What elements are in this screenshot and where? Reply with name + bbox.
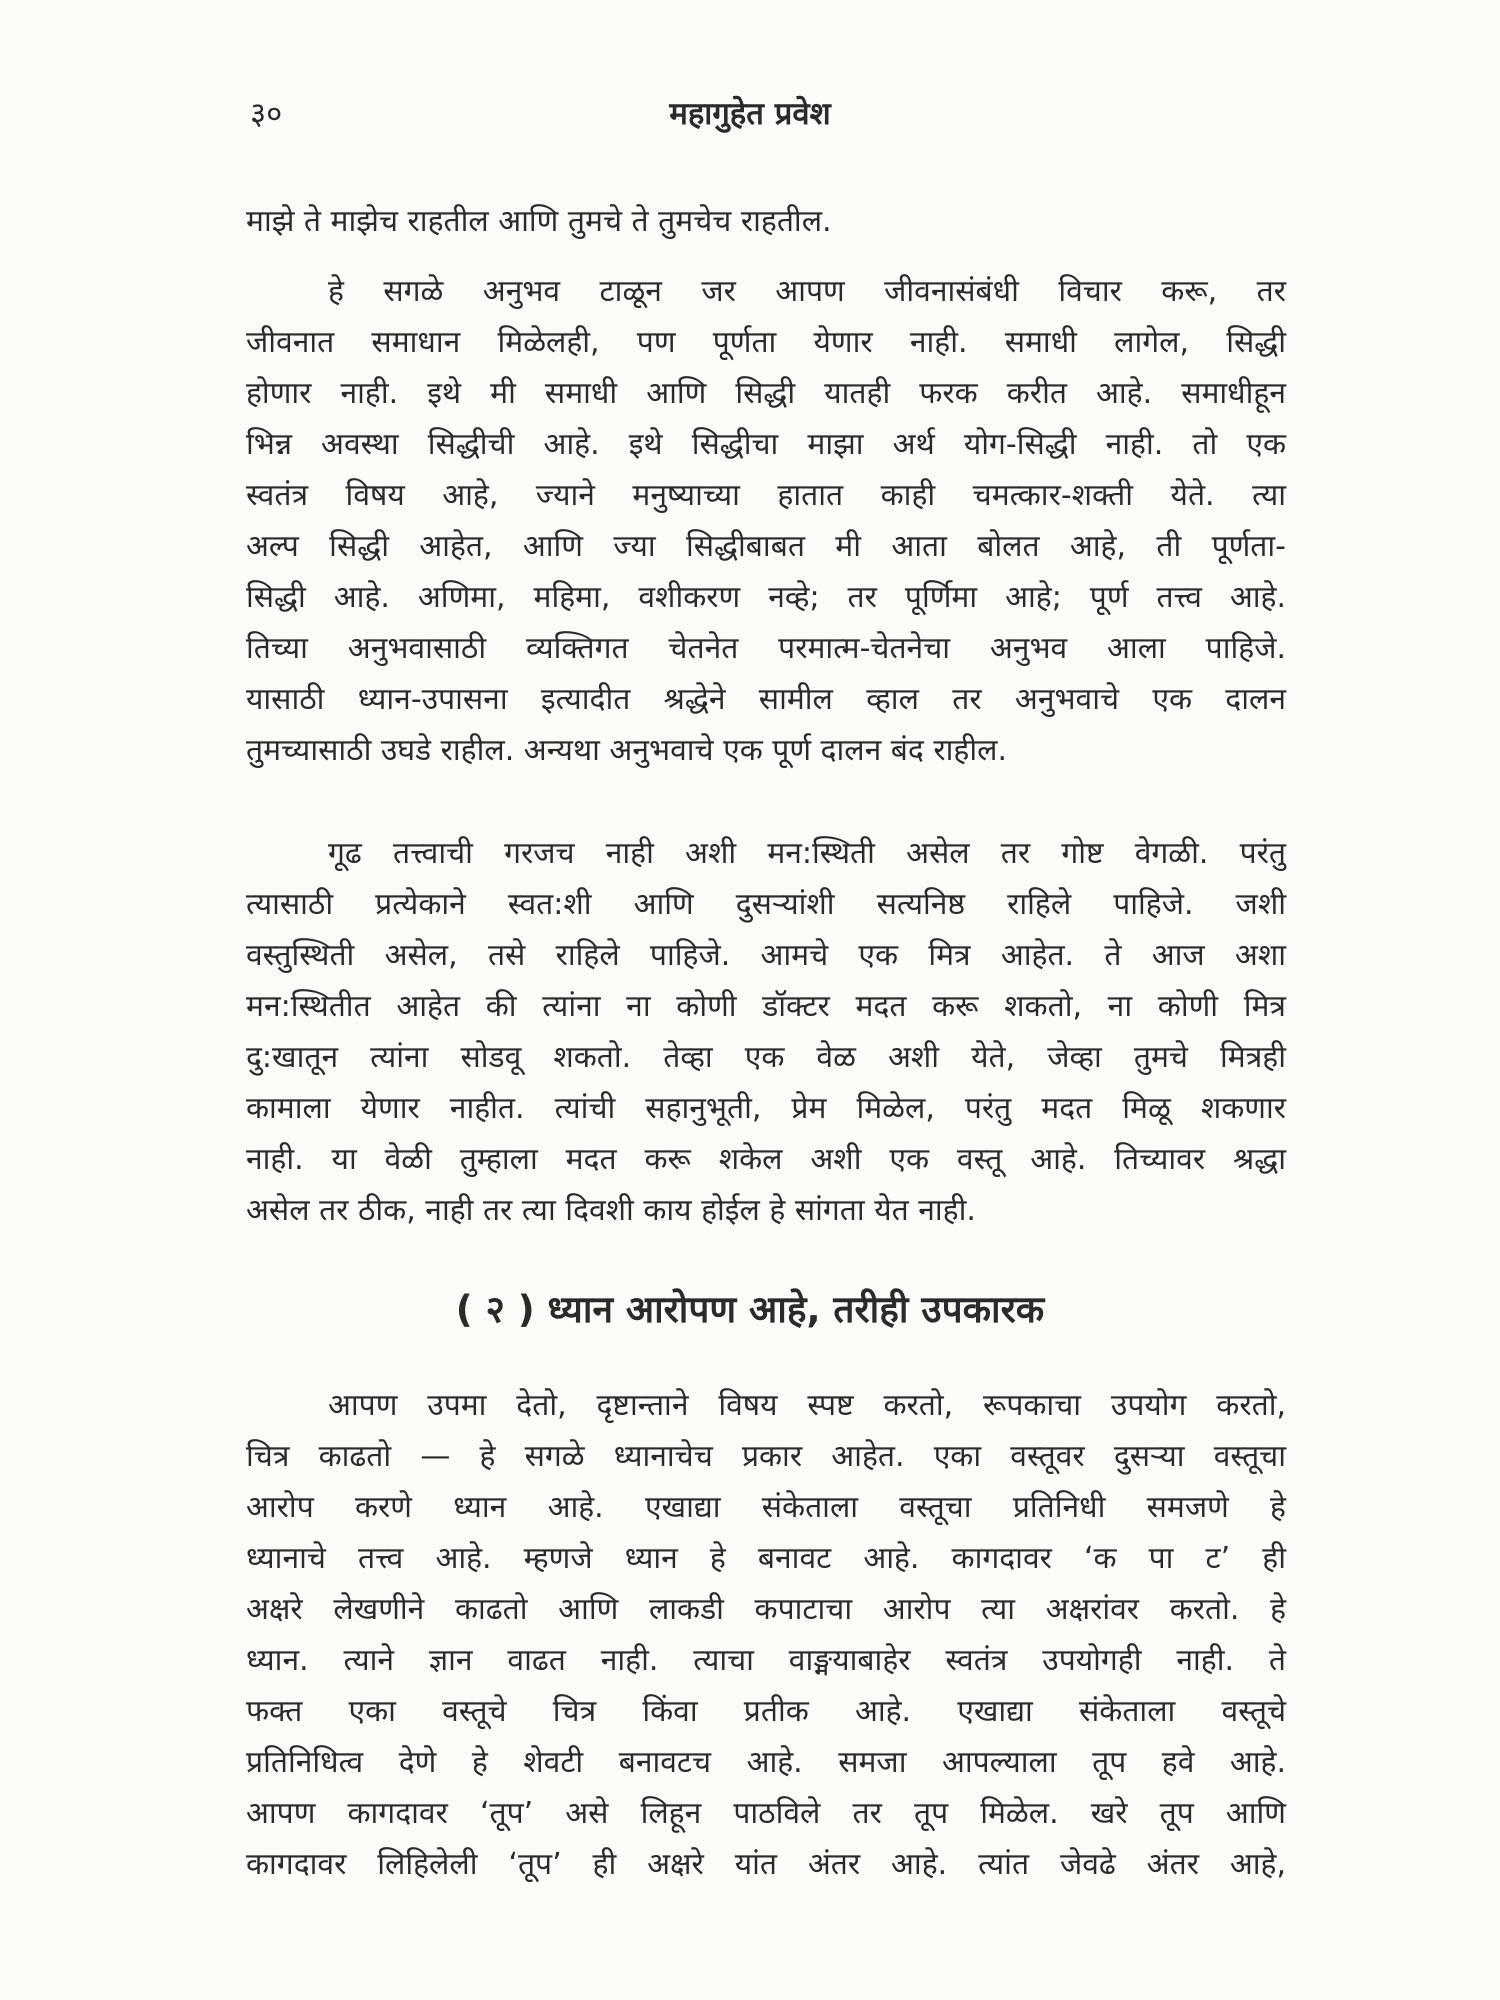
text-line: त्यासाठी प्रत्येकाने स्वत:शी आणि दुसऱ्यांशी सत्यनिष्ठ राहिले पाहिजे. जशी (246, 887, 1286, 922)
text-line: ध्यानाचे तत्त्व आहे. म्हणजे ध्यान हे बनावट आहे. कागदावर ‘क पा ट’ ही (246, 1541, 1286, 1576)
text-line: दु:खातून त्यांना सोडवू शकतो. तेव्हा एक वेळ अशी येते, जेव्हा तुमचे मित्रही (246, 1040, 1286, 1075)
paragraph (246, 266, 1286, 776)
text-line: यासाठी ध्यान-उपासना इत्यादीत श्रद्धेने सामील व्हाल तर अनुभवाचे एक दालन (246, 682, 1286, 717)
text-line: असेल तर ठीक, नाही तर त्या दिवशी काय होईल हे सांगता येत नाही. (246, 1193, 976, 1228)
section-heading: ( २ ) ध्यान आरोपण आहे, तरीही उपकारक (455, 1288, 1045, 1331)
text-line: प्रतिनिधित्व देणे हे शेवटी बनावटच आहे. समजा आपल्याला तूप हवे आहे. (246, 1745, 1286, 1780)
text-line: आपण कागदावर ‘तूप’ असे लिहून पाठविले तर तूप मिळेल. खरे तूप आणि (246, 1796, 1286, 1831)
text-line: तुमच्यासाठी उघडे राहील. अन्यथा अनुभवाचे एक पूर्ण दालन बंद राहील. (246, 733, 1007, 768)
text-line: होणार नाही. इथे मी समाधी आणि सिद्धी यातही फरक करीत आहे. समाधीहून (246, 376, 1286, 411)
text-line: ध्यान. त्याने ज्ञान वाढत नाही. त्याचा वाङ्मयाबाहेर स्वतंत्र उपयोगही नाही. ते (246, 1643, 1286, 1678)
text-line: वस्तुस्थिती असेल, तसे राहिले पाहिजे. आमचे एक मित्र आहेत. ते आज अशा (246, 938, 1286, 973)
text-line: नाही. या वेळी तुम्हाला मदत करू शकेल अशी एक वस्तू आहे. तिच्यावर श्रद्धा (246, 1142, 1286, 1177)
paragraph (246, 1380, 1286, 1890)
text-line: तिच्या अनुभवासाठी व्यक्तिगत चेतनेत परमात्म-चेतनेचा अनुभव आला पाहिजे. (246, 631, 1286, 666)
text-line: चित्र काढतो — हे सगळे ध्यानाचेच प्रकार आहेत. एका वस्तूवर दुसऱ्या वस्तूचा (246, 1439, 1286, 1474)
text-line: अल्प सिद्धी आहेत, आणि ज्या सिद्धीबाबत मी आता बोलत आहे, ती पूर्णता- (246, 529, 1286, 564)
text-line: आरोप करणे ध्यान आहे. एखाद्या संकेताला वस्तूचा प्रतिनिधी समजणे हे (246, 1490, 1286, 1525)
text-line: अक्षरे लेखणीने काढतो आणि लाकडी कपाटाचा आरोप त्या अक्षरांवर करतो. हे (246, 1592, 1286, 1627)
page-number: ३० (250, 96, 283, 132)
text-line: कागदावर लिहिलेली ‘तूप’ ही अक्षरे यांत अंतर आहे. त्यांत जेवढे अंतर आहे, (246, 1847, 1286, 1882)
text-line: गूढ तत्त्वाची गरजच नाही अशी मन:स्थिती असेल तर गोष्ट वेगळी. परंतु (328, 836, 1286, 871)
text-line: मन:स्थितीत आहेत की त्यांना ना कोणी डॉक्टर मदत करू शकतो, ना कोणी मित्र (246, 989, 1286, 1024)
running-title: महागुहेत प्रवेश (669, 96, 831, 132)
text-line: माझे ते माझेच राहतील आणि तुमचे ते तुमचेच राहतील. (246, 204, 832, 239)
text-line: हे सगळे अनुभव टाळून जर आपण जीवनासंबंधी विचार करू, तर (328, 274, 1286, 309)
text-line: आपण उपमा देतो, दृष्टान्ताने विषय स्पष्ट करतो, रूपकाचा उपयोग करतो, (328, 1388, 1286, 1423)
text-line: फक्त एका वस्तूचे चित्र किंवा प्रतीक आहे. एखाद्या संकेताला वस्तूचे (246, 1694, 1286, 1729)
text-line: सिद्धी आहे. अणिमा, महिमा, वशीकरण नव्हे; तर पूर्णिमा आहे; पूर्ण तत्त्व आहे. (246, 580, 1286, 615)
text-line: भिन्न अवस्था सिद्धीची आहे. इथे सिद्धीचा माझा अर्थ योग-सिद्धी नाही. तो एक (246, 427, 1286, 462)
text-line: जीवनात समाधान मिळेलही, पण पूर्णता येणार नाही. समाधी लागेल, सिद्धी (246, 325, 1286, 360)
paragraph (246, 196, 1286, 247)
paragraph (246, 828, 1286, 1236)
text-line: स्वतंत्र विषय आहे, ज्याने मनुष्याच्या हातात काही चमत्कार-शक्ती येते. त्या (246, 478, 1286, 513)
text-line: कामाला येणार नाहीत. त्यांची सहानुभूती, प्रेम मिळेल, परंतु मदत मिळू शकणार (246, 1091, 1286, 1126)
